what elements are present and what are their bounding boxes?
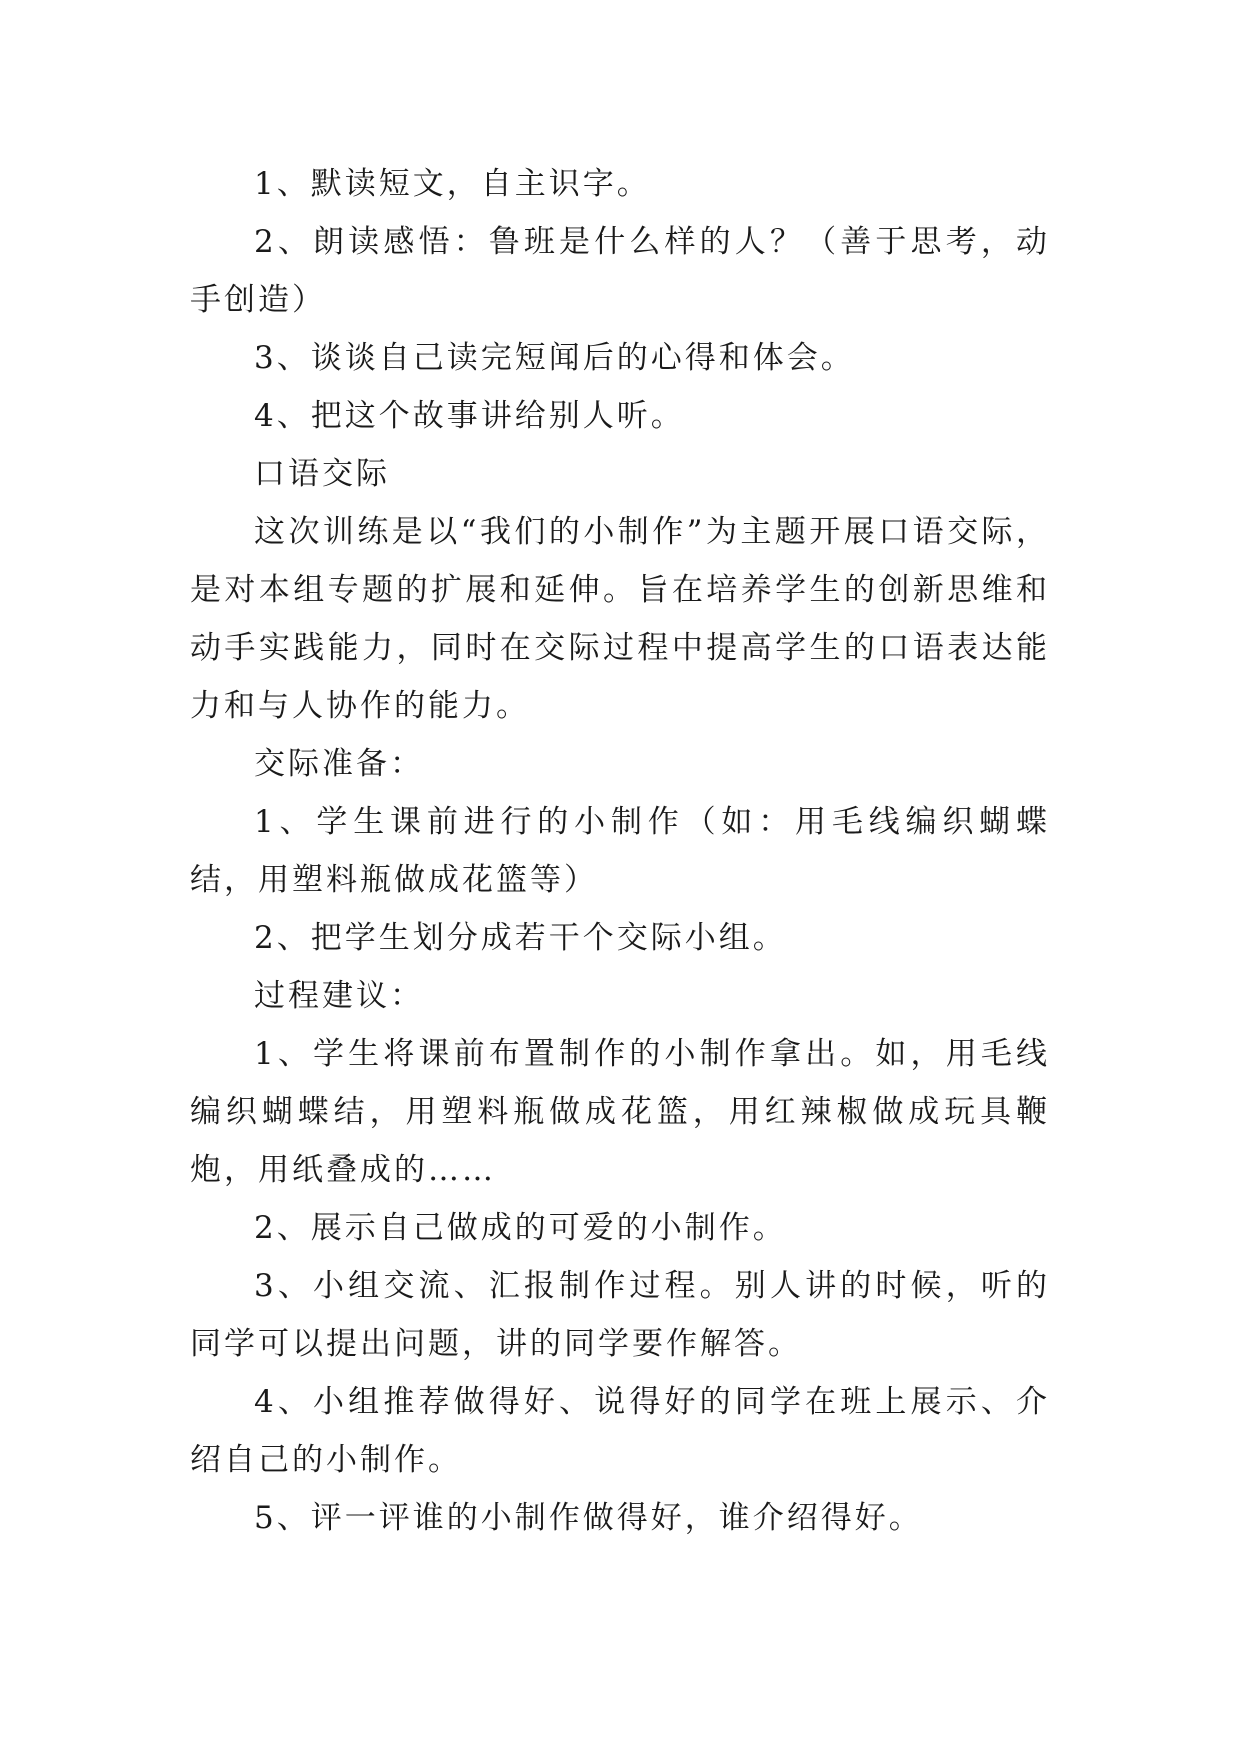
paragraph-process-3: 3、小组交流、汇报制作过程。别人讲的时候，听的同学可以提出问题，讲的同学要作解答。 xyxy=(190,1268,1050,1362)
paragraph-training-intro: 这次训练是以“我们的小制作”为主题开展口语交际，是对本组专题的扩展和延伸。旨在培养学生的创新思维和动手实践能力，同时在交际过程中提高学生的口语表达能力和与人协作的能力。 xyxy=(190,514,1050,724)
paragraph-step-2-recite: 2、朗读感悟：鲁班是什么样的人？（善于思考，动手创造） xyxy=(190,224,1050,318)
paragraph-process-5: 5、评一评谁的小制作做得好，谁介绍得好。 xyxy=(254,1500,923,1536)
paragraph-process-2: 2、展示自己做成的可爱的小制作。 xyxy=(254,1210,787,1246)
paragraph-prep-2: 2、把学生划分成若干个交际小组。 xyxy=(254,920,787,956)
section-heading-preparation: 交际准备： xyxy=(254,746,424,782)
section-heading-oral-communication: 口语交际 xyxy=(254,456,390,492)
paragraph-step-4-retell: 4、把这个故事讲给别人听。 xyxy=(254,398,685,434)
paragraph-process-4: 4、小组推荐做得好、说得好的同学在班上展示、介绍自己的小制作。 xyxy=(190,1384,1050,1478)
paragraph-step-3-reflect: 3、谈谈自己读完短闻后的心得和体会。 xyxy=(254,340,855,376)
paragraph-step-1-read: 1、默读短文，自主识字。 xyxy=(254,166,651,202)
section-heading-process: 过程建议： xyxy=(254,978,424,1014)
paragraph-process-1: 1、学生将课前布置制作的小制作拿出。如，用毛线编织蝴蝶结，用塑料瓶做成花篮，用红辣椒做成玩具鞭炮，用纸叠成的…… xyxy=(190,1036,1050,1188)
paragraph-prep-1: 1、学生课前进行的小制作（如：用毛线编织蝴蝶结，用塑料瓶做成花篮等） xyxy=(190,804,1050,898)
document-body xyxy=(190,155,1050,1547)
